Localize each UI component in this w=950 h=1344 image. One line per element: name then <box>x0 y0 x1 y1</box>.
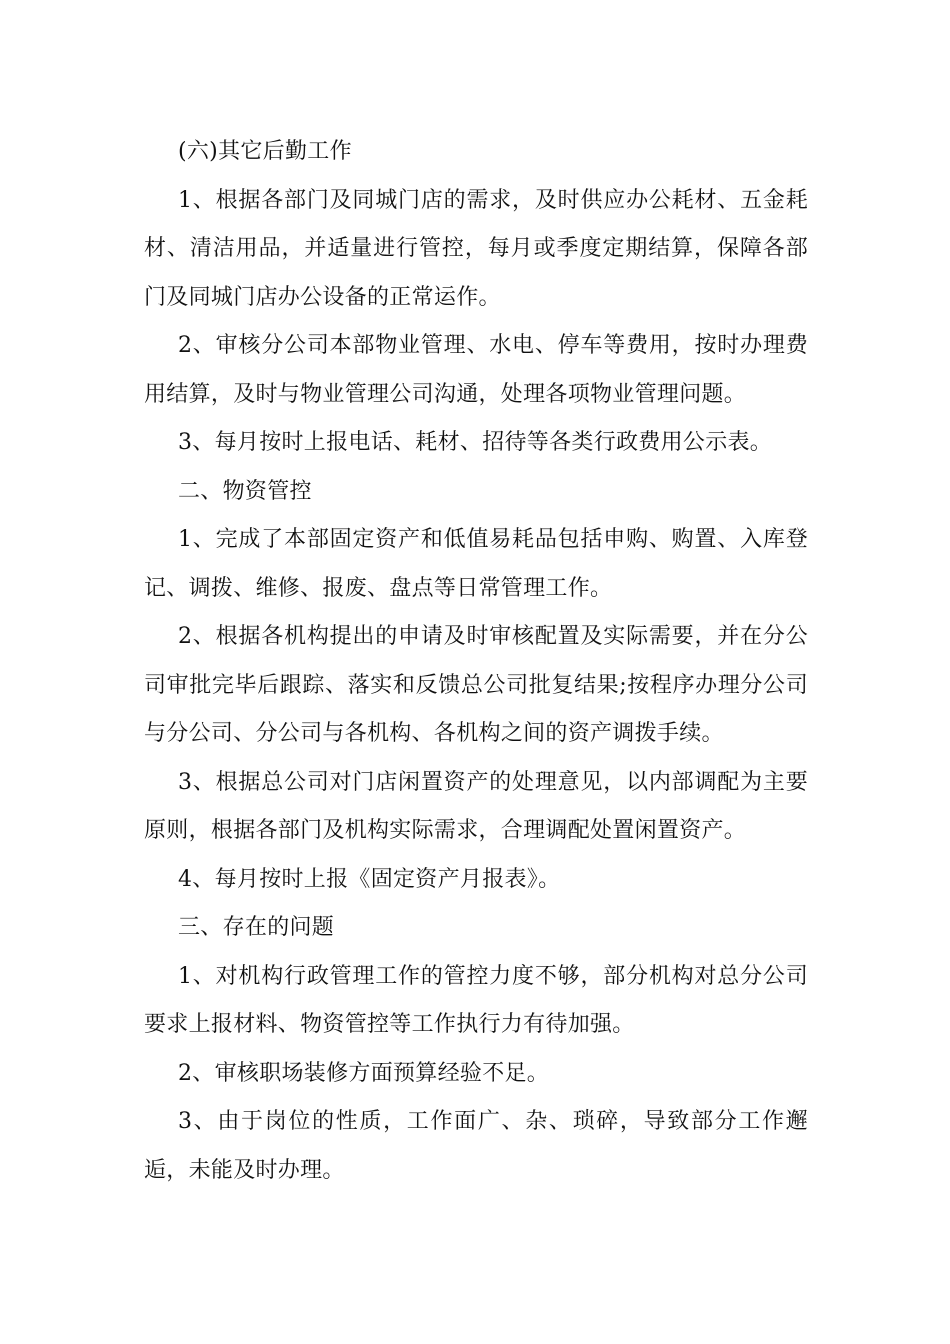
paragraph-asset-management: 1、完成了本部固定资产和低值易耗品包括申购、购置、入库登记、调拨、维修、报废、盘点等日常管理工作。 <box>144 527 808 601</box>
paragraph-supplies: 1、根据各部门及同城门店的需求，及时供应办公耗材、五金耗材、清洁用品，并适量进行管控，每月或季度定期结算，保障各部门及同城门店办公设备的正常运作。 <box>144 187 808 310</box>
paragraph-problem-2: 2、审核职场装修方面预算经验不足。 <box>178 1060 550 1086</box>
section-heading-existing-problems: 三、存在的问题 <box>178 915 335 940</box>
paragraph-asset-transfer: 2、根据各机构提出的申请及时审核配置及实际需要，并在分公司审批完毕后跟踪、落实和反馈总公司批复结果;按程序办理分公司与分公司、分公司与各机构、各机构之间的资产调拨手续。 <box>144 624 808 746</box>
paragraph-property-fees: 2、审核分公司本部物业管理、水电、停车等费用，按时办理费用结算，及时与物业管理公司沟通，处理各项物业管理问题。 <box>144 333 808 407</box>
section-heading-other-logistics: (六)其它后勤工作 <box>178 139 352 164</box>
paragraph-monthly-report: 4、每月按时上报《固定资产月报表》。 <box>178 866 561 892</box>
paragraph-expense-report: 3、每月按时上报电话、耗材、招待等各类行政费用公示表。 <box>178 430 773 455</box>
section-heading-materials-control: 二、物资管控 <box>178 478 312 504</box>
paragraph-problem-3: 3、由于岗位的性质，工作面广、杂、琐碎，导致部分工作邂逅，未能及时办理。 <box>144 1109 808 1183</box>
paragraph-idle-assets: 3、根据总公司对门店闲置资产的处理意见，以内部调配为主要原则，根据各部门及机构实际需求，合理调配处置闲置资产。 <box>144 769 808 843</box>
paragraph-problem-1: 1、对机构行政管理工作的管控力度不够，部分机构对总分公司要求上报材料、物资管控等工作执行力有待加强。 <box>144 963 808 1037</box>
